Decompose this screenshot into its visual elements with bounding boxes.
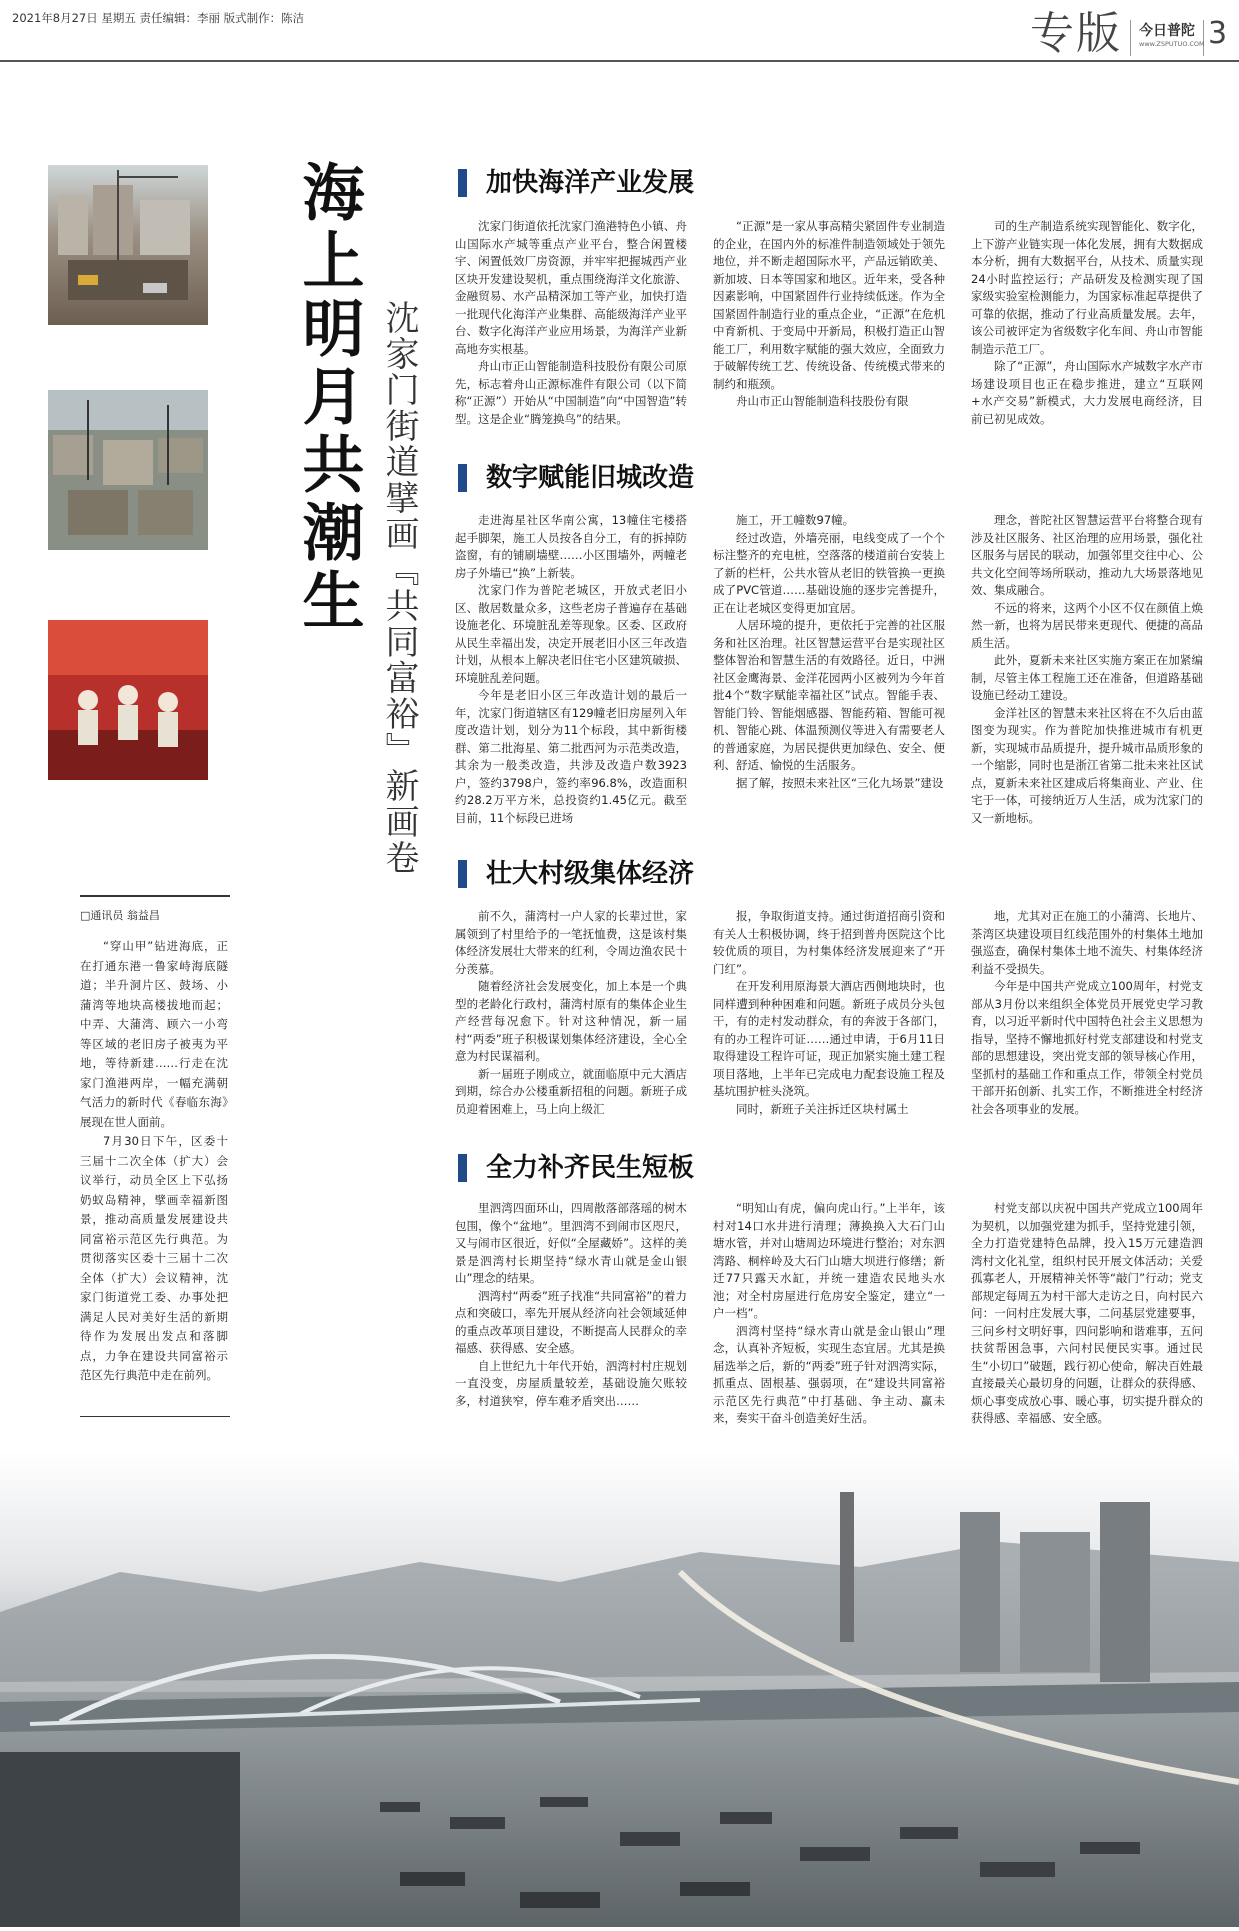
article-paragraph: “正源”是一家从事高精尖紧固件专业制造的企业，在国内外的标准件制造领域处于领先地位，并不断走超国际水平，产品远销欧美、新加坡、日本等国家和地区。近年来，受各种因素影响，中国紧固件行业持续低迷。作为全国紧固件制造行业的重点企业，“正源”在危机中育新机、于变局中开新局，积极打造正山智能工厂，利用数字赋能的强大效应，全面致力于破解传统工艺、传统设备、传统模式带来的制约和瓶颈。 (713, 219, 945, 391)
logo-url: www.ZSPUTUO.COM (1139, 40, 1205, 48)
article-paragraph: 今年是中国共产党成立100周年，村党支部从3月份以来组织全体党员开展党史学习教育，以习近平新时代中国特色社会主义思想为指导，坚持不懈地抓好村党支部建设和村党支部的思想建设，突出党支部的领导核心作用，坚抓村的基础工作和重点工作，带领全村党员干部开拓创新、扎实工作，不断推进全村经济社会各项事业的发展。 (971, 979, 1203, 1116)
header-date-line: 2021年8月27日 星期五 责任编辑：李丽 版式制作：陈洁 (12, 11, 305, 25)
article-paragraph: 舟山市正山智能制造科技股份有限 (736, 394, 909, 408)
article-paragraph: “明知山有虎，偏向虎山行。”上半年，该村对14口水井进行清理；薄换换入大石门山塘水管，并对山塘周边环境进行整治；对东泗湾路、桐梓岭及大石门山塘大坝进行修缮；新迁77只露天水缸，并统一建造农民地头水池；对全村房屋进行危房安全鉴定，建立“一户一档”。 (713, 1201, 945, 1320)
construction-site-photo (48, 165, 208, 325)
article-column (971, 1200, 1203, 1440)
article-paragraph: 据了解，按照未来社区“三化九场景”建设 (736, 775, 944, 790)
article-column (971, 218, 1203, 433)
article-column (713, 512, 945, 812)
intro-box (80, 895, 230, 1417)
article-paragraph: 经过改造，外墙亮丽，电线变成了一个个标注整齐的充电桩，空落落的楼道前台安装上了新的栏杆，公共水管从老旧的铁管换一更换成了PVC管道……基础设施的逐步完善提升，正在让老城区变得更加宜居。 (713, 530, 945, 615)
intro-box-bottom-rule (80, 1416, 230, 1417)
article-column (455, 1200, 687, 1440)
article-paragraph: 沈家门作为普陀老城区，开放式老旧小区、散居数量众多，这些老房子普遍存在基础设施老化、环境脏乱差等现象。区委、区政府从民生幸福出发，决定开展老旧小区三年改造计划，从根本上解决老旧住宅小区建筑破损、环境脏乱差问题。 (455, 583, 687, 685)
stage-performance-photo (48, 620, 208, 780)
article-column (971, 908, 1203, 1133)
article-column (713, 218, 945, 433)
sub-headline: 沈家门街道擘画『共同富裕』新画卷 (379, 300, 419, 876)
article-paragraph: 前不久，蒲湾村一户人家的长辈过世，家属领到了村里给予的一笔抚恤费，这是该村集体经济发展壮大带来的红利，令周边渔农民十分羡慕。 (455, 909, 687, 976)
article-paragraph: 此外，夏新未来社区实施方案正在加紧编制，尽管主体工程施工还在准备，但道路基础设施已经动工建设。 (971, 653, 1203, 702)
article-column (713, 908, 945, 1133)
header-divider (0, 60, 1239, 62)
page-header (0, 0, 1239, 62)
article-paragraph: 村党支部以庆祝中国共产党成立100周年为契机，以加强党建为抓手，坚持党建引领，全力打造党建特色品牌，投入15万元建造泗湾村文化礼堂，组织村民开展文体活动；关爱孤寡老人，开展精神关怀等“敲门”行动；党支部规定每周五为村干部大走访之日，向村民六问：一问村庄发展大事，二问基层党建要事，三问乡村文明好事，四问影响和谐难事，五问扶贫帮困急事，六问村民便民实事。通过民生“小切口”破题，践行初心使命，解决百姓最直接最关心最切身的问题，让群众的获得感、烦心事变成放心事、暖心事，切实提升群众的获得感、幸福感、安全感。 (971, 1201, 1203, 1425)
article-paragraph: 金洋社区的智慧未来社区将在不久后由蓝图变为现实。作为普陀加快推进城市有机更新，实现城市品质提升，提升城市品质形象的一个缩影，同时也是浙江省第二批未来社区试点，夏新未来社区建成后将集商业、产业、住宅于一体，可接纳近万人生活，成为沈家门的又一新地标。 (971, 705, 1203, 825)
article-paragraph: 随着经济社会发展变化，加上本是一个典型的老龄化行政村，蒲湾村原有的集体企业生产经营每况愈下。针对这种情况，新一届村“两委”班子积极谋划集体经济建设，全心全意为村民谋福利。 (455, 979, 687, 1063)
logo-text: 今日普陀 (1139, 23, 1195, 39)
section-title: 数字赋能旧城改造 (486, 463, 695, 493)
section-bar (458, 169, 467, 197)
section-name: 专版 (1030, 8, 1122, 59)
article-paragraph: 走进海星社区华南公寓，13幢住宅楼搭起手脚架，施工人员按各自分工，有的拆掉防盗窗，有的铺刷墙壁……小区围墙外，两幢老房子外墙已“换”上新装。 (455, 513, 687, 580)
section-title: 加快海洋产业发展 (486, 168, 695, 198)
article-paragraph: 同时，新班子关注拆迁区块村属土 (736, 1101, 909, 1116)
intro-text (80, 937, 228, 1386)
article-paragraph: 新一届班子刚成立，就面临原中元大酒店到期，综合办公楼重新招租的问题。新班子成员迎着困难上，马上向上级汇 (455, 1066, 687, 1116)
article-paragraph: 地，尤其对正在施工的小蒲湾、长地片、茶湾区块建设项目红线范围外的村集体土地加强巡查，确保村集体土地不流失、村集体经济利益不受损失。 (971, 909, 1203, 976)
article-paragraph: 司的生产制造系统实现智能化、数字化，上下游产业链实现一体化发展，拥有大数据成本分析，拥有大数据平台，从技术、质量实现24小时监控运行；产品研发及检测实现了国家级实验室检测能力，为国家标准起草提供了可靠的依据，推动了行业高质量发展。去年，该公司被评定为省级数字化车间、舟山市智能制造示范工厂。 (971, 219, 1203, 356)
section-title: 全力补齐民生短板 (486, 1153, 695, 1183)
article-column (971, 512, 1203, 825)
byline: □通讯员 翁益昌 (80, 909, 160, 922)
article-column (455, 512, 687, 825)
article-paragraph: 理念，普陀社区智慧运营平台将整合现有涉及社区服务、社区治理的应用场景，强化社区服务与居民的联动，加强邻里交往中心、公共文化空间等场所联动，推动九大场景落地见效、集成融合。 (971, 513, 1203, 597)
aerial-construction-photo (48, 390, 208, 550)
article-column (455, 908, 687, 1133)
article-paragraph: 不远的将来，这两个小区不仅在颜值上焕然一新，也将为居民带来更现代、便捷的高品质生活。 (971, 600, 1203, 650)
article-paragraph: 泗湾村“两委”班子找准“共同富裕”的着力点和突破口，率先开展从经济向社会领域延伸的重点改革项目建设，不断提高人民群众的幸福感、获得感、安全感。 (455, 1288, 687, 1355)
harbor-bridge-photo (0, 1452, 1239, 1927)
article-paragraph: 在开发利用原海景大酒店西侧地块时，也同样遭到种种困难和问题。新班子成员分头包干，有的走村发动群众，有的奔波于各部门，有的办工程许可证……通过申请，于6月11日取得建设工程许可证，现正加紧实施土建工程项目落地，上半年已完成电力配套设施工程及基坑围护桩头浇筑。 (713, 979, 945, 1098)
article-paragraph: 施工，开工幢数97幢。 (736, 513, 855, 527)
article-paragraph: 里泗湾四面环山，四周散落部落瑶的树木包围，像个“盆地”。里泗湾不到闹市区咫尺，又与闹市区很近，好似“全屋藏娇”。这样的美景是泗湾村长期坚持“绿水青山就是金山银山”理念的结果。 (455, 1201, 687, 1285)
article-column (713, 1200, 945, 1440)
article-paragraph: 泗湾村坚持“绿水青山就是金山银山”理念，认真补齐短板，实现生态宜居。尤其是换届选举之后，新的“两委”班子针对泗湾实际，抓重点、固根基、强弱项，在“建设共同富裕示范区先行典范”中打基础、争主动、赢未来，奏实干奋斗创造美好生活。 (713, 1323, 945, 1425)
section-bar (458, 464, 467, 492)
main-headline: 海上明月共潮生 (292, 160, 365, 636)
section-bar (458, 1154, 467, 1182)
intro-paragraph: “穿山甲”钻进海底，正在打通东港一鲁家峙海底隧道；半升洞片区、鼓场、小蒲湾等地块高楼拔地而起；中弄、大蒲湾、顾六一小弯等区域的老旧房子被夷为平地，等待新建……行走在沈家门渔港两岸，一幅充满朝气活力的新时代《春临东海》展现在世人面前。 (80, 939, 228, 1129)
article-paragraph: 人居环境的提升，更依托于完善的社区服务和社区治理。社区智慧运营平台是实现社区整体智治和智慧生活的有效路径。近日，中洲社区金鹰海景、金洋花园两小区被列为今年首批4个“数字赋能幸福社区”试点。智能手表、智能门铃、智能烟感器、智能药箱、智能可视机、智能心跳、体温预测仪等进入有需要老人的普通家庭，为居民提供更加绿色、安全、便利、舒适、愉悦的生活服务。 (713, 618, 945, 772)
article-paragraph: 除了“正源”，舟山国际水产城数字水产市场建设项目也正在稳步推进，建立“互联网+水产交易”新模式，大力发展电商经济，目前已初见成效。 (971, 359, 1203, 426)
section-title: 壮大村级集体经济 (486, 859, 695, 889)
page-number: 3 (1208, 16, 1228, 51)
article-paragraph: 报，争取街道支持。通过街道招商引资和有关人士积极协调，终于招到普舟医院这个比较优质的项目，为村集体经济发展迎来了“开门红”。 (713, 909, 945, 976)
newspaper-logo (1130, 20, 1204, 56)
article-paragraph: 舟山市正山智能制造科技股份有限公司原先，标志着舟山正源标准件有限公司（以下简称“正源”）开始从“中国制造”向“中国智造”转型。这是企业“腾笼换鸟”的结果。 (455, 359, 687, 426)
article-paragraph: 自上世纪九十年代开始，泗湾村村庄规划一直没变，房屋质量较差，基础设施欠账较多，村道狭窄，停车难矛盾突出…… (455, 1358, 687, 1408)
article-paragraph: 今年是老旧小区三年改造计划的最后一年，沈家门街道辖区有129幢老旧房屋列入年度改造计划，划分为11个标段，其中新街楼群、第二批海星、第二批西河为示范类改造，其余为一般类改造，共涉及改造户数3923户，签约3798户，签约率96.8%，改造面积约28.2万平方米，总投资约1.45亿元。截至目前，11个标段已进场 (455, 688, 687, 825)
article-column (455, 218, 687, 433)
intro-paragraph: 7月30日下午，区委十三届十二次全体（扩大）会议举行，动员全区上下弘扬奶蚁岛精神，擘画幸福新图景，推动高质量发展建设共同富裕示范区先行典范。为贯彻落实区委十三届十二次全体（扩大）会议精神，沈家门街道党工委、办事处把满足人民对美好生活的新期待作为发展出发点和落脚点，力争在建设共同富裕示范区先行典范中走在前列。 (80, 1134, 228, 1382)
article-paragraph: 沈家门街道依托沈家门渔港特色小镇、舟山国际水产城等重点产业平台，整合闲置楼宇、闲置低效厂房资源，并牢牢把握城西产业区块开发建设契机，重点围绕海洋文化旅游、金融贸易、水产品精深加工等产业，加快打造一批现代化海洋产业集群、高能级海洋产业平台、数字化海洋产业应用场景，为海洋产业新高地夯实根基。 (455, 219, 687, 356)
section-bar (458, 860, 467, 888)
